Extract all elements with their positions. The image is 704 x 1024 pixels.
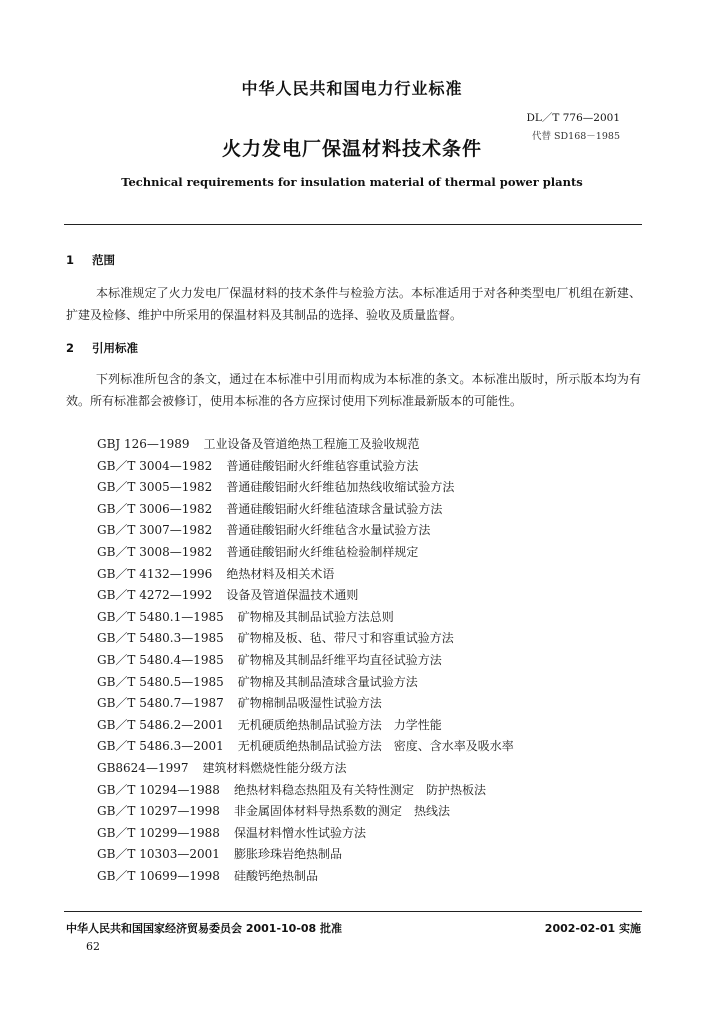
reference-code: GB／T 3008—1982 <box>97 544 213 559</box>
reference-code: GB／T 10299—1988 <box>97 825 220 840</box>
reference-code: GB／T 4272—1992 <box>97 588 213 603</box>
reference-item <box>97 628 514 650</box>
reference-title: 工业设备及管道绝热工程施工及验收规范 <box>203 437 420 451</box>
reference-title: 设备及管道保温技术通则 <box>226 588 359 603</box>
reference-item <box>97 564 514 586</box>
reference-code: GB／T 5480.5—1985 <box>97 674 224 689</box>
reference-title: 矿物棉及其制品试验方法总则 <box>237 609 394 624</box>
reference-code: GB／T 3007—1982 <box>97 523 213 538</box>
reference-title: 矿物棉及板、毡、带尺寸和容重试验方法 <box>237 631 454 646</box>
approval-note: 中华人民共和国国家经济贸易委员会 2001-10-08 批准 <box>66 922 343 935</box>
replaces-note: 代替 SD168－1985 <box>532 131 620 142</box>
reference-item <box>97 650 514 672</box>
reference-item <box>97 801 514 823</box>
reference-title: 非金属固体材料导热系数的测定 热线法 <box>233 804 450 819</box>
reference-item <box>97 499 514 521</box>
reference-item <box>97 736 514 758</box>
page-number: 62 <box>86 940 100 953</box>
reference-title: 普通硅酸铝耐火纤维毡加热线收缩试验方法 <box>226 480 455 495</box>
reference-title: 矿物棉制品吸湿性试验方法 <box>237 696 382 711</box>
section-number: 1 <box>66 253 75 267</box>
reference-code: GB／T 4132—1996 <box>97 566 213 581</box>
section-heading-scope <box>66 252 115 268</box>
effective-date: 2002-02-01 实施 <box>544 922 641 935</box>
reference-code: GB／T 10303—2001 <box>97 847 220 862</box>
reference-code: GB／T 3006—1982 <box>97 501 213 516</box>
reference-code: GB8624—1997 <box>97 760 189 775</box>
reference-item <box>97 758 514 780</box>
header-divider <box>64 224 642 225</box>
reference-title: 无机硬质绝热制品试验方法 密度、含水率及吸水率 <box>237 739 514 754</box>
reference-item <box>97 607 514 629</box>
section-title: 范围 <box>92 253 115 267</box>
reference-code: GB／T 10297—1998 <box>97 804 220 819</box>
document-title: 火力发电厂保温材料技术条件 <box>221 138 482 160</box>
reference-code: GB／T 5480.7—1987 <box>97 696 224 711</box>
section-body-references: 下列标准所包含的条文，通过在本标准中引用而构成为本标准的条文。本标准出版时，所示版本均为有效。所有标准都会被修订，使用本标准的各方应探讨使用下列标准最新版本的可能性。 <box>66 372 641 408</box>
reference-code: GB／T 5486.2—2001 <box>97 717 224 732</box>
reference-code: GB／T 3005—1982 <box>97 480 213 495</box>
reference-title: 普通硅酸铝耐火纤维毡渣球含量试验方法 <box>226 501 443 516</box>
reference-title: 建筑材料燃烧性能分级方法 <box>202 760 347 775</box>
standard-category: 中华人民共和国电力行业标准 <box>241 79 463 98</box>
reference-code: GB／T 5480.3—1985 <box>97 631 224 646</box>
footer-divider <box>64 911 642 912</box>
section-title: 引用标准 <box>92 341 138 355</box>
section-number: 2 <box>66 341 75 355</box>
reference-title: 保温材料憎水性试验方法 <box>233 825 366 840</box>
reference-title: 绝热材料稳态热阻及有关特性测定 防护热板法 <box>233 782 486 797</box>
section-body-scope: 本标准规定了火力发电厂保温材料的技术条件与检验方法。本标准适用于对各种类型电厂机组在新建、扩建及检修、维护中所采用的保温材料及其制品的选择、验收及质量监督。 <box>66 286 641 322</box>
reference-item <box>97 823 514 845</box>
reference-item <box>97 434 514 456</box>
reference-item <box>97 477 514 499</box>
reference-list <box>97 434 514 887</box>
reference-title: 绝热材料及相关术语 <box>226 566 335 581</box>
reference-title: 膨胀珍珠岩绝热制品 <box>233 847 342 862</box>
reference-code: GB／T 5480.4—1985 <box>97 652 224 667</box>
reference-item <box>97 693 514 715</box>
reference-code: GB／T 5486.3—2001 <box>97 739 224 754</box>
section-heading-references <box>66 340 138 356</box>
reference-item <box>97 715 514 737</box>
reference-code: GB／T 3004—1982 <box>97 458 213 473</box>
reference-item <box>97 542 514 564</box>
reference-code: GB／T 10699—1998 <box>97 868 220 883</box>
reference-title: 普通硅酸铝耐火纤维毡含水量试验方法 <box>226 523 431 538</box>
reference-title: 硅酸钙绝热制品 <box>233 868 318 883</box>
reference-title: 普通硅酸铝耐火纤维毡检验制样规定 <box>226 544 419 559</box>
reference-item <box>97 866 514 888</box>
standard-code: DL／T 776—2001 <box>526 112 620 124</box>
reference-item <box>97 520 514 542</box>
reference-item <box>97 844 514 866</box>
reference-title: 矿物棉及其制品纤维平均直径试验方法 <box>237 652 442 667</box>
reference-title: 普通硅酸铝耐火纤维毡容重试验方法 <box>226 458 419 473</box>
reference-code: GBJ 126—1989 <box>97 437 190 451</box>
reference-item <box>97 585 514 607</box>
document-title-english: Technical requirements for insulation material of thermal power plants <box>121 175 583 189</box>
reference-item <box>97 456 514 478</box>
reference-title: 矿物棉及其制品渣球含量试验方法 <box>237 674 418 689</box>
reference-title: 无机硬质绝热制品试验方法 力学性能 <box>237 717 442 732</box>
reference-code: GB／T 5480.1—1985 <box>97 609 224 624</box>
reference-item <box>97 672 514 694</box>
reference-code: GB／T 10294—1988 <box>97 782 220 797</box>
reference-item <box>97 780 514 802</box>
